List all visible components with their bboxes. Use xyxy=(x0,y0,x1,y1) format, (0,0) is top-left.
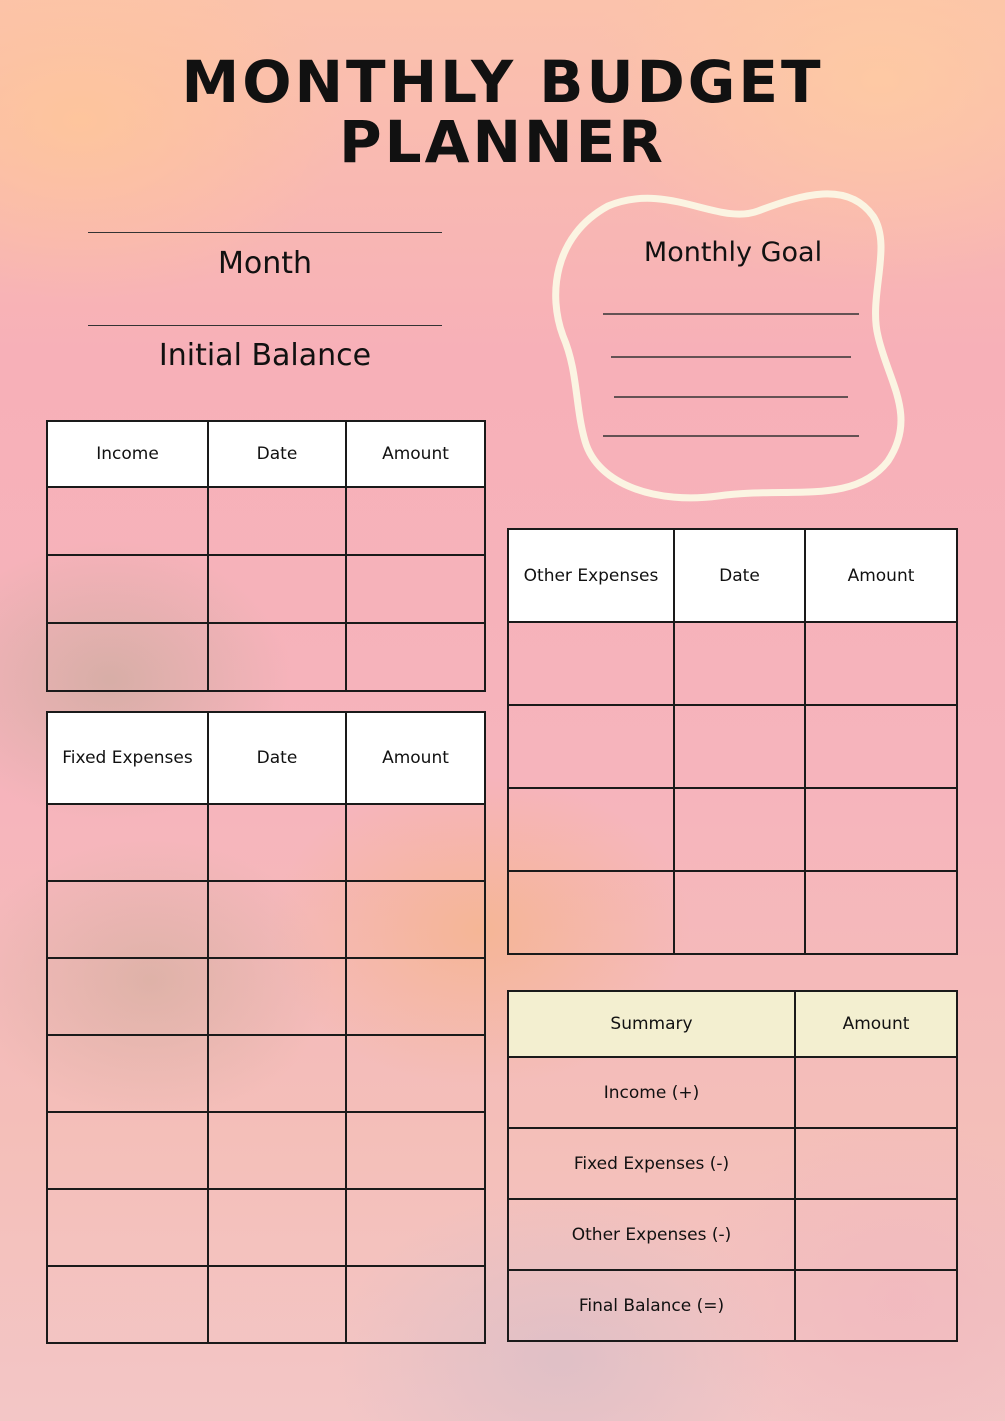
page-title xyxy=(0,48,1005,176)
table-cell[interactable] xyxy=(47,1112,208,1189)
summary-fixed-expenses-amount[interactable] xyxy=(795,1128,957,1199)
table-header-row xyxy=(508,991,957,1057)
table-row xyxy=(508,1128,957,1199)
table-row xyxy=(47,804,485,881)
table-row xyxy=(47,1112,485,1189)
table-header-row xyxy=(47,421,485,487)
monthly-goal-box xyxy=(548,186,913,511)
table-row xyxy=(47,958,485,1035)
table-cell[interactable] xyxy=(508,871,674,954)
table-cell[interactable] xyxy=(47,555,208,623)
table-cell[interactable] xyxy=(208,804,346,881)
table-row xyxy=(47,487,485,555)
initial-balance-input-line[interactable] xyxy=(88,325,442,326)
table-row xyxy=(508,705,957,788)
date-header: Date xyxy=(208,421,346,487)
table-cell[interactable] xyxy=(208,487,346,555)
table-cell[interactable] xyxy=(208,1266,346,1343)
fixed-expenses-table xyxy=(46,711,486,1344)
table-cell[interactable] xyxy=(208,958,346,1035)
summary-income-label: Income (+) xyxy=(508,1057,795,1128)
summary-income-amount[interactable] xyxy=(795,1057,957,1128)
title-line-1: MONTHLY BUDGET xyxy=(181,48,824,116)
month-label: Month xyxy=(217,246,313,281)
table-cell[interactable] xyxy=(47,1189,208,1266)
summary-final-balance-amount[interactable] xyxy=(795,1270,957,1341)
table-cell[interactable] xyxy=(346,1189,485,1266)
table-header-row xyxy=(508,529,957,622)
date-header: Date xyxy=(208,712,346,804)
amount-header: Amount xyxy=(805,529,957,622)
summary-fixed-expenses-label: Fixed Expenses (-) xyxy=(508,1128,795,1199)
table-cell[interactable] xyxy=(346,623,485,691)
table-cell[interactable] xyxy=(208,555,346,623)
table-cell[interactable] xyxy=(47,881,208,958)
income-table xyxy=(46,420,486,692)
table-row xyxy=(47,555,485,623)
table-cell[interactable] xyxy=(346,487,485,555)
table-cell[interactable] xyxy=(47,1266,208,1343)
table-row xyxy=(508,1057,957,1128)
table-cell[interactable] xyxy=(346,881,485,958)
table-cell[interactable] xyxy=(674,705,805,788)
summary-other-expenses-amount[interactable] xyxy=(795,1199,957,1270)
table-row xyxy=(47,1035,485,1112)
table-cell[interactable] xyxy=(805,871,957,954)
title-line-2: PLANNER xyxy=(339,108,666,176)
table-cell[interactable] xyxy=(47,958,208,1035)
table-cell[interactable] xyxy=(47,804,208,881)
table-row xyxy=(47,881,485,958)
table-cell[interactable] xyxy=(674,788,805,871)
table-row xyxy=(47,1266,485,1343)
table-cell[interactable] xyxy=(805,705,957,788)
table-cell[interactable] xyxy=(208,1189,346,1266)
table-cell[interactable] xyxy=(508,788,674,871)
table-row xyxy=(47,1189,485,1266)
table-cell[interactable] xyxy=(208,881,346,958)
table-cell[interactable] xyxy=(47,1035,208,1112)
monthly-goal-label: Monthly Goal xyxy=(643,237,823,268)
month-input-line[interactable] xyxy=(88,232,442,233)
summary-header: Summary xyxy=(508,991,795,1057)
date-header: Date xyxy=(674,529,805,622)
table-cell[interactable] xyxy=(805,788,957,871)
table-cell[interactable] xyxy=(508,622,674,705)
table-cell[interactable] xyxy=(674,622,805,705)
amount-header: Amount xyxy=(795,991,957,1057)
table-cell[interactable] xyxy=(805,622,957,705)
other-expenses-table xyxy=(507,528,958,955)
table-cell[interactable] xyxy=(346,1266,485,1343)
table-row xyxy=(508,788,957,871)
summary-table xyxy=(507,990,958,1342)
fixed-expenses-header: Fixed Expenses xyxy=(47,712,208,804)
table-row xyxy=(508,622,957,705)
summary-final-balance-label: Final Balance (=) xyxy=(508,1270,795,1341)
table-cell[interactable] xyxy=(208,623,346,691)
amount-header: Amount xyxy=(346,421,485,487)
table-cell[interactable] xyxy=(208,1035,346,1112)
amount-header: Amount xyxy=(346,712,485,804)
summary-other-expenses-label: Other Expenses (-) xyxy=(508,1199,795,1270)
table-cell[interactable] xyxy=(47,487,208,555)
table-header-row xyxy=(47,712,485,804)
table-row xyxy=(508,871,957,954)
table-cell[interactable] xyxy=(674,871,805,954)
other-expenses-header: Other Expenses xyxy=(508,529,674,622)
table-cell[interactable] xyxy=(346,555,485,623)
table-cell[interactable] xyxy=(346,804,485,881)
table-row xyxy=(47,623,485,691)
initial-balance-label: Initial Balance xyxy=(158,338,372,373)
table-cell[interactable] xyxy=(346,1112,485,1189)
table-row xyxy=(508,1199,957,1270)
table-cell[interactable] xyxy=(346,958,485,1035)
table-row xyxy=(508,1270,957,1341)
table-cell[interactable] xyxy=(508,705,674,788)
table-cell[interactable] xyxy=(47,623,208,691)
income-header: Income xyxy=(47,421,208,487)
table-cell[interactable] xyxy=(346,1035,485,1112)
table-cell[interactable] xyxy=(208,1112,346,1189)
